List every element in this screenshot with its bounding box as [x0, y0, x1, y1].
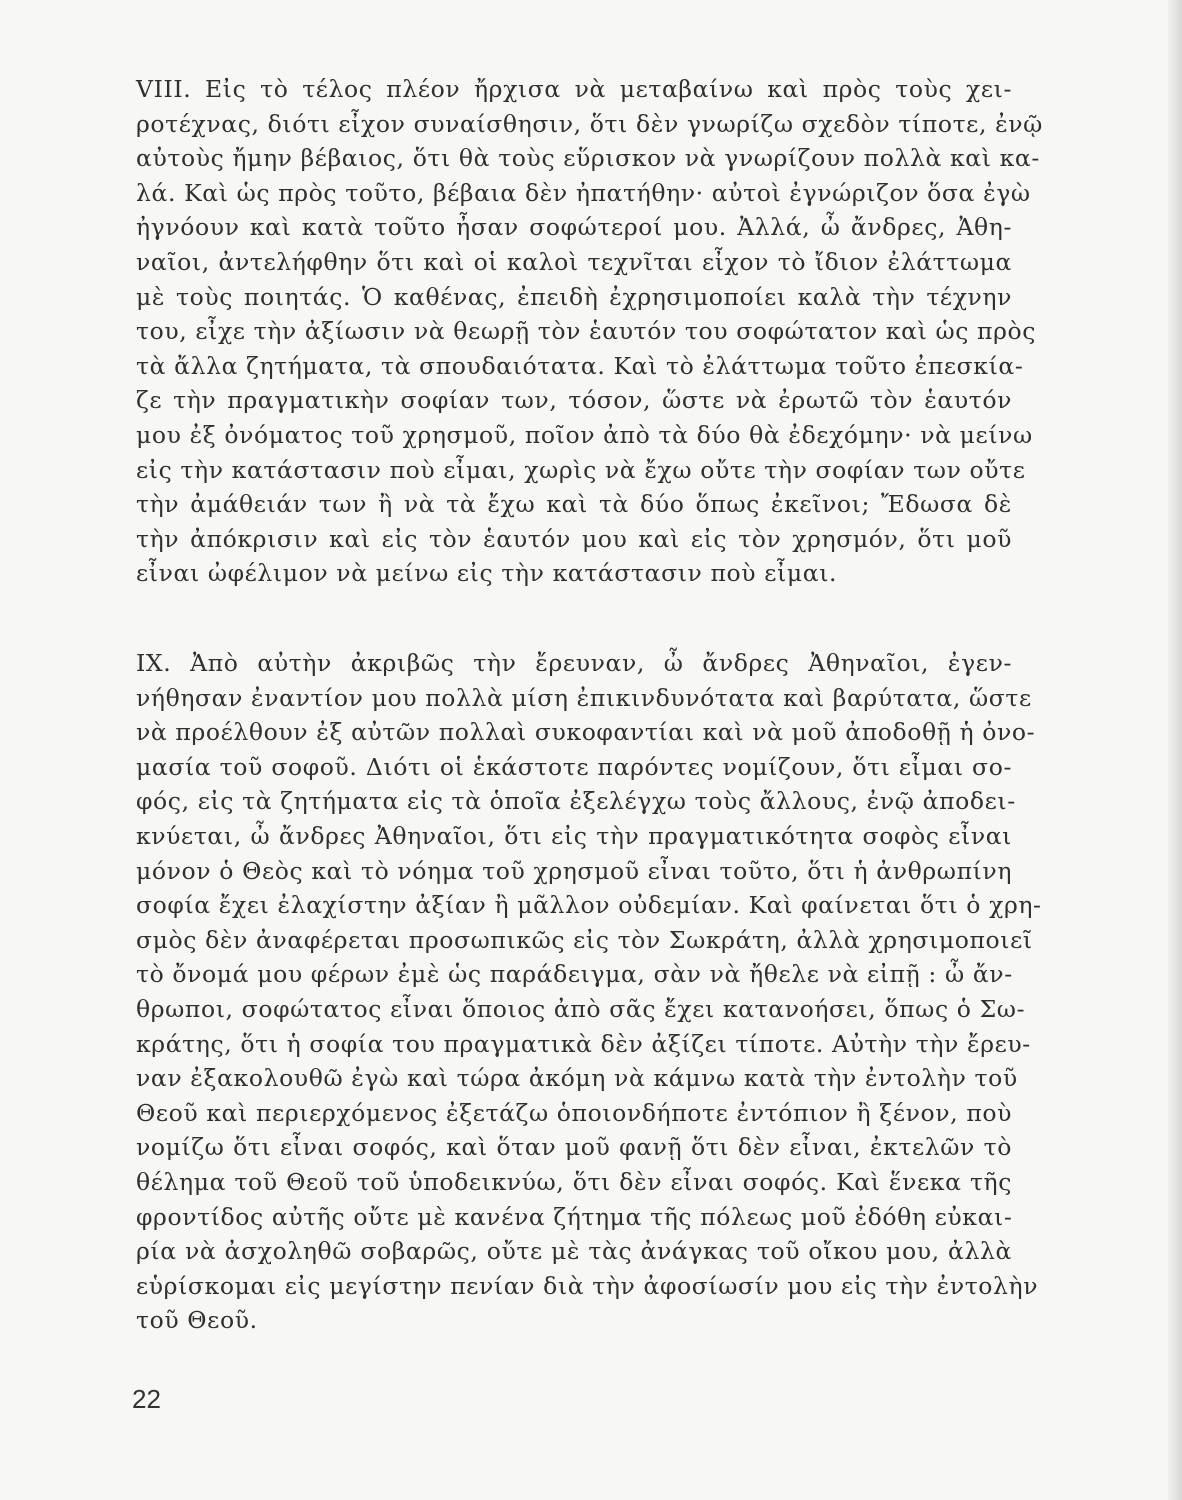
- text-line: VIII. Εἰς τὸ τέλος πλέον ἤρχισα νὰ μεταβαίνω καὶ πρὸς τοὺς χει-: [136, 75, 1012, 103]
- text-line: εἰς τὴν κατάστασιν ποὺ εἶμαι, χωρὶς νὰ ἔχω οὔτε τὴν σοφίαν των οὔτε: [136, 455, 1026, 484]
- text-line: κνύεται, ὦ ἄνδρες Ἀθηναῖοι, ὅτι εἰς τὴν πραγματικότητα σοφὸς εἶναι: [136, 821, 1012, 850]
- text-line: λά. Καὶ ὡς πρὸς τοῦτο, βέβαια δὲν ἠπατήθην· αὐτοὶ ἐγνώριζον ὅσα ἐγὼ: [136, 178, 1031, 207]
- text-line: μὲ τοὺς ποιητάς. Ὁ καθένας, ἐπειδὴ ἐχρησιμοποίει καλὰ τὴν τέχνην: [136, 282, 1012, 311]
- text-line: ροτέχνας, διότι εἶχον συναίσθησιν, ὅτι δὲν γνωρίζω σχεδὸν τίποτε, ἐνῷ: [136, 109, 1043, 138]
- text-line: σμὸς δὲν ἀναφέρεται προσωπικῶς εἰς τὸν Σωκράτη, ἀλλὰ χρησιμοποιεῖ: [136, 925, 1033, 954]
- page-edge-shadow: [1168, 0, 1182, 1500]
- text-line: νήθησαν ἐναντίον μου πολλὰ μίση ἐπικινδυνότατα καὶ βαρύτατα, ὥστε: [136, 683, 1032, 712]
- text-line: θρωποι, σοφώτατος εἶναι ὅποιος ἀπὸ σᾶς ἔχει κατανοήσει, ὅπως ὁ Σω-: [136, 994, 1026, 1023]
- text-line: ἠγνόουν καὶ κατὰ τοῦτο ἦσαν σοφώτεροί μου. Ἀλλά, ὦ ἄνδρες, Ἀθη-: [136, 213, 1012, 242]
- text-line: θέλημα τοῦ Θεοῦ τοῦ ὑποδεικνύω, ὅτι δὲν εἶναι σοφός. Καὶ ἕνεκα τῆς: [136, 1167, 1012, 1196]
- text-line: Θεοῦ καὶ περιερχόμενος ἐξετάζω ὁποιονδήποτε ἐντόπιον ἢ ξένον, ποὺ: [136, 1098, 1012, 1127]
- text-line: φροντίδος αὐτῆς οὔτε μὲ κανένα ζήτημα τῆς πόλεως μοῦ ἐδόθη εὐκαι-: [136, 1202, 1013, 1231]
- text-line: ναῖοι, ἀντελήφθην ὅτι καὶ οἱ καλοὶ τεχνῖται εἶχον τὸ ἴδιον ἐλάττωμα: [136, 247, 1012, 276]
- text-line: νομίζω ὅτι εἶναι σοφός, καὶ ὅταν μοῦ φανῇ ὅτι δὲν εἶναι, ἐκτελῶν τὸ: [136, 1133, 1012, 1162]
- text-line: τὴν ἀμάθειάν των ἢ νὰ τὰ ἔχω καὶ τὰ δύο ὅπως ἐκεῖνοι; Ἔδωσα δὲ: [136, 490, 1012, 519]
- text-line: εἶναι ὠφέλιμον νὰ μείνω εἰς τὴν κατάστασιν ποὺ εἶμαι.: [136, 559, 838, 588]
- section-ix-paragraph: [136, 646, 1042, 1338]
- text-line: ζε τὴν πραγματικὴν σοφίαν των, τόσον, ὥστε νὰ ἐρωτῶ τὸν ἑαυτόν: [136, 386, 1012, 415]
- text-line: IX. Ἀπὸ αὐτὴν ἀκριβῶς τὴν ἔρευναν, ὦ ἄνδρες Ἀθηναῖοι, ἐγεν-: [136, 649, 1012, 677]
- text-line: τὰ ἄλλα ζητήματα, τὰ σπουδαιότατα. Καὶ τὸ ἐλάττωμα τοῦτο ἐπεσκία-: [136, 351, 1024, 380]
- section-viii-paragraph: [136, 72, 1043, 591]
- text-line: αὐτοὺς ἤμην βέβαιος, ὅτι θὰ τοὺς εὕρισκον νὰ γνωρίζουν πολλὰ καὶ κα-: [136, 144, 1040, 173]
- text-line: τοῦ Θεοῦ.: [136, 1306, 258, 1335]
- text-line: ναν ἐξακολουθῶ ἐγὼ καὶ τώρα ἀκόμη νὰ κάμνω κατὰ τὴν ἐντολὴν τοῦ: [136, 1064, 1018, 1093]
- text-line: φός, εἰς τὰ ζητήματα εἰς τὰ ὁποῖα ἐξελέγχω τοὺς ἄλλους, ἐνῷ ἀποδει-: [136, 787, 1016, 816]
- text-line: ρία νὰ ἀσχοληθῶ σοβαρῶς, οὔτε μὲ τὰς ἀνάγκας τοῦ οἴκου μου, ἀλλὰ: [136, 1237, 1012, 1266]
- page-number: 22: [132, 1384, 161, 1414]
- text-line: μου ἐξ ὀνόματος τοῦ χρησμοῦ, ποῖον ἀπὸ τὰ δύο θὰ ἐδεχόμην· νὰ μείνω: [136, 420, 1033, 449]
- text-line: νὰ προέλθουν ἐξ αὐτῶν πολλαὶ συκοφαντίαι καὶ νὰ μοῦ ἀποδοθῇ ἡ ὀνο-: [136, 718, 1036, 747]
- text-line: τὸ ὄνομά μου φέρων ἐμὲ ὡς παράδειγμα, σὰν νὰ ἤθελε νὰ εἰπῇ : ὦ ἄν-: [136, 960, 1013, 989]
- text-line: του, εἶχε τὴν ἀξίωσιν νὰ θεωρῇ τὸν ἑαυτόν του σοφώτατον καὶ ὡς πρὸς: [136, 317, 1037, 346]
- text-line: μασία τοῦ σοφοῦ. Διότι οἱ ἑκάστοτε παρόντες νομίζουν, ὅτι εἶμαι σο-: [136, 752, 1012, 781]
- text-line: μόνον ὁ Θεὸς καὶ τὸ νόημα τοῦ χρησμοῦ εἶναι τοῦτο, ὅτι ἡ ἀνθρωπίνη: [136, 856, 1012, 885]
- text-line: εὑρίσκομαι εἰς μεγίστην πενίαν διὰ τὴν ἀφοσίωσίν μου εἰς τὴν ἐντολὴν: [136, 1271, 1039, 1300]
- text-line: σοφία ἔχει ἐλαχίστην ἀξίαν ἢ μᾶλλον οὐδεμίαν. Καὶ φαίνεται ὅτι ὁ χρη-: [136, 891, 1042, 920]
- text-line: τὴν ἀπόκρισιν καὶ εἰς τὸν ἑαυτόν μου καὶ εἰς τὸν χρησμόν, ὅτι μοῦ: [136, 524, 1012, 553]
- text-line: κράτης, ὅτι ἡ σοφία του πραγματικὰ δὲν ἀξίζει τίποτε. Αὐτὴν τὴν ἔρευ-: [136, 1029, 1031, 1058]
